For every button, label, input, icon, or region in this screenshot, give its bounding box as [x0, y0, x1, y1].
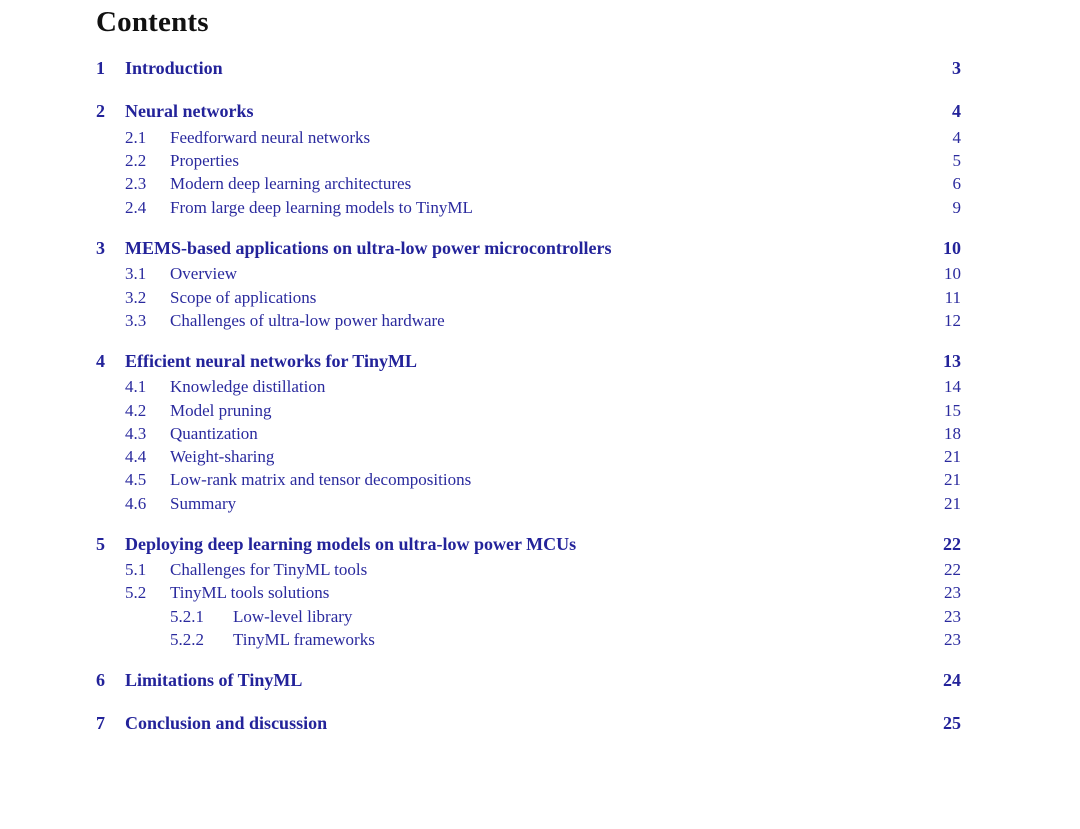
toc-entry-number: 1	[96, 58, 105, 78]
toc-entry-label: Challenges of ultra-low power hardware	[170, 311, 445, 330]
toc-entry-summary[interactable]	[96, 491, 961, 513]
toc-entry-label: TinyML tools solutions	[170, 583, 330, 602]
toc-entry-page: 13	[943, 351, 961, 371]
toc-entry-label: Efficient neural networks for TinyML	[125, 351, 417, 371]
toc-title: Contents	[96, 6, 209, 38]
toc-leader-dots	[376, 125, 929, 143]
toc-leader-dots	[280, 444, 929, 462]
toc-entry-label: Model pruning	[170, 401, 272, 420]
toc-leader-dots	[373, 557, 929, 575]
toc-entry-page: 21	[944, 447, 961, 466]
toc-entry-neural-networks[interactable]	[96, 101, 961, 123]
toc-entry-number: 7	[96, 713, 105, 733]
toc-entry-page: 25	[943, 713, 961, 733]
toc-entry-label: Properties	[170, 151, 239, 170]
toc-entry-low-rank[interactable]	[96, 467, 961, 489]
toc-leader-dots	[417, 171, 929, 189]
toc-entry-label: Neural networks	[125, 101, 254, 121]
toc-entry-efficient-networks[interactable]	[96, 351, 961, 373]
toc-entry-number: 4.4	[125, 447, 147, 466]
toc-entry-label: From large deep learning models to TinyML	[170, 198, 473, 217]
toc-entry-tinyml-frameworks[interactable]	[96, 627, 961, 649]
toc-entry-page: 10	[943, 238, 961, 258]
toc-entry-page: 22	[943, 534, 961, 554]
toc-entry-introduction[interactable]	[96, 58, 961, 80]
toc-leader-dots	[242, 491, 929, 509]
toc-entry-label: Feedforward neural networks	[170, 128, 371, 147]
toc-entry-label: Knowledge distillation	[170, 377, 326, 396]
toc-entry-number: 4	[96, 351, 105, 371]
toc-leader-dots	[358, 604, 929, 622]
toc-entry-page: 15	[944, 401, 961, 420]
toc-entry-conclusion[interactable]	[96, 713, 961, 735]
toc-entry-label: TinyML frameworks	[233, 630, 375, 649]
toc-entry-page: 6	[952, 174, 961, 193]
toc-entry-mems-applications[interactable]	[96, 238, 961, 260]
toc-entry-page: 21	[944, 494, 961, 513]
toc-entry-tools-solutions[interactable]	[96, 580, 961, 602]
toc-entry-number: 2.3	[125, 174, 147, 193]
toc-entry-limitations[interactable]	[96, 670, 961, 692]
toc-entry-number: 5	[96, 534, 105, 554]
toc-leader-dots	[451, 308, 929, 326]
toc-entry-label: Limitations of TinyML	[125, 670, 303, 690]
toc-entry-label: MEMS-based applications on ultra-low power microcontrollers	[125, 238, 612, 258]
toc-entry-feedforward[interactable]	[96, 125, 961, 147]
toc-entry-overview[interactable]	[96, 261, 961, 283]
toc-leader-dots	[243, 261, 929, 279]
toc-entry-number: 2.1	[125, 128, 147, 147]
toc-entry-number: 3.1	[125, 264, 147, 283]
toc-entry-label: Quantization	[170, 424, 258, 443]
toc-leader-dots	[479, 195, 929, 213]
toc-entry-page: 4	[952, 101, 961, 121]
toc-entry-label: Modern deep learning architectures	[170, 174, 412, 193]
toc-entry-tools-challenges[interactable]	[96, 557, 961, 579]
toc-entry-hardware-challenges[interactable]	[96, 308, 961, 330]
toc-entry-number: 4.1	[125, 377, 147, 396]
toc-entry-page: 5	[952, 151, 961, 170]
toc-entry-label: Deploying deep learning models on ultra-low power MCUs	[125, 534, 577, 554]
toc-entry-number: 2	[96, 101, 105, 121]
toc-entry-label: Weight-sharing	[170, 447, 275, 466]
toc-entry-large-to-tinyml[interactable]	[96, 195, 961, 217]
toc-entry-label: Challenges for TinyML tools	[170, 560, 368, 579]
toc-entry-modern-architectures[interactable]	[96, 171, 961, 193]
toc-entry-number: 2.2	[125, 151, 147, 170]
toc-entry-quantization[interactable]	[96, 421, 961, 443]
toc-entry-page: 22	[944, 560, 961, 579]
toc-leader-dots	[264, 421, 929, 439]
toc-entry-page: 21	[944, 470, 961, 489]
toc-entry-page: 4	[952, 128, 961, 147]
toc-leader-dots	[477, 467, 929, 485]
toc-entry-label: Low-rank matrix and tensor decompositions	[170, 470, 472, 489]
toc-entry-number: 5.2.2	[170, 630, 204, 649]
toc-leader-dots	[381, 627, 929, 645]
toc-entry-number: 4.6	[125, 494, 147, 513]
toc-entry-number: 4.2	[125, 401, 147, 420]
toc-entry-page: 24	[943, 670, 961, 690]
toc-entry-page: 9	[952, 198, 961, 217]
toc-entry-label: Conclusion and discussion	[125, 713, 328, 733]
toc-entry-label: Introduction	[125, 58, 223, 78]
toc-entry-label: Low-level library	[233, 607, 353, 626]
toc-entry-number: 4.3	[125, 424, 147, 443]
toc-entry-page: 23	[944, 583, 961, 602]
toc-entry-number: 5.2	[125, 583, 147, 602]
toc-leader-dots	[278, 398, 929, 416]
toc-entry-number: 6	[96, 670, 105, 690]
toc-entry-page: 3	[952, 58, 961, 78]
toc-leader-dots	[331, 374, 929, 392]
toc-entry-number: 3.2	[125, 288, 147, 307]
toc-entry-number: 5.1	[125, 560, 147, 579]
toc-entry-knowledge-distillation[interactable]	[96, 374, 961, 396]
toc-leader-dots	[335, 580, 929, 598]
toc-entry-label: Scope of applications	[170, 288, 317, 307]
toc-entry-number: 4.5	[125, 470, 147, 489]
toc-entry-page: 23	[944, 630, 961, 649]
toc-entry-page: 10	[944, 264, 961, 283]
toc-entry-deploying[interactable]	[96, 534, 961, 556]
toc-entry-number: 2.4	[125, 198, 147, 217]
toc-entry-properties[interactable]	[96, 148, 961, 170]
toc-entry-page: 11	[944, 288, 961, 307]
toc-entry-weight-sharing[interactable]	[96, 444, 961, 466]
toc-entry-low-level-library[interactable]	[96, 604, 961, 626]
toc-entry-number: 5.2.1	[170, 607, 204, 626]
toc-leader-dots	[322, 285, 929, 303]
toc-entry-page: 12	[944, 311, 961, 330]
toc-entry-page: 23	[944, 607, 961, 626]
toc-entry-label: Overview	[170, 264, 238, 283]
toc-entry-model-pruning[interactable]	[96, 398, 961, 420]
toc-entry-number: 3.3	[125, 311, 147, 330]
toc-leader-dots	[245, 148, 929, 166]
toc-entry-number: 3	[96, 238, 105, 258]
toc-entry-page: 14	[944, 377, 961, 396]
toc-entry-scope[interactable]	[96, 285, 961, 307]
toc-entry-page: 18	[944, 424, 961, 443]
toc-entry-label: Summary	[170, 494, 237, 513]
